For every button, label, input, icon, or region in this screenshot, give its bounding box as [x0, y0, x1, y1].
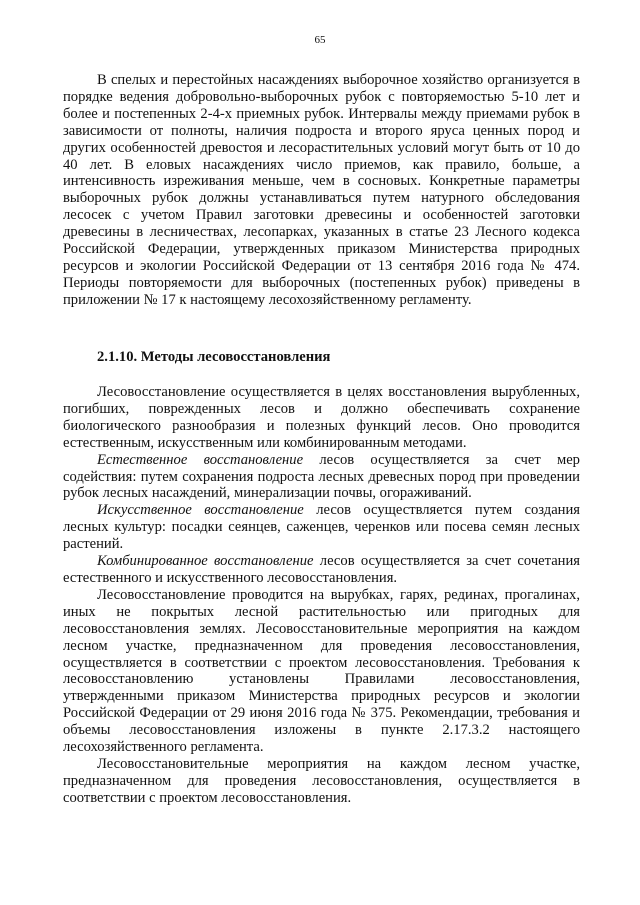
artificial-restoration-text: лесов осуществляется путем создания лесных культур: посадки сеянцев, саженцев, черенков или посева семян лесных растений. [63, 502, 581, 553]
natural-restoration-term: Естественное восстановление [97, 451, 304, 468]
natural-restoration-text: лесов осуществляется за счет мер содействия: путем сохранения подроста лесных древесных пород при проведении рубок лесных насаждений, минерализации почвы, огораживаний. [63, 451, 580, 502]
reforestation-section [63, 384, 580, 807]
artificial-restoration-term: Искусственное восстановление [97, 502, 304, 519]
combined-restoration-term: Комбинированное восстановление [97, 553, 314, 570]
natural-restoration-paragraph [63, 452, 580, 503]
combined-restoration-paragraph [63, 553, 580, 587]
artificial-restoration-paragraph [63, 502, 580, 553]
selective-logging-paragraph: В спелых и перестойных насаждениях выборочное хозяйство организуется в порядке ведения добровольно-выборочных рубок с повторяемостью 5-10 лет и более и постепенных 2-4-х приемных рубок. Интервалы между приемами рубок в зависимости от полноты, наличия подроста и второго яруса ценных пород и других особенностей древостоя и лесорастительных условий могут быть от 10 до 40 лет. В еловых насаждениях число приемов, как правило, больше, а интенсивность изреживания меньше, чем в сосновых. Конкретные параметры выборочных рубок должны устанавливаться путем натурного обследования лесосек с учетом Правил заготовки древесины и особенностей заготовки древесины в лесничествах, лесопарках, указанных в статье 23 Лесного кодекса Российской Федерации, утвержденных приказом Министерства природных ресурсов и экологии Российской Федерации от 13 сентября 2016 года № 474. Периоды повторяемости для выборочных (постепенных рубок) приведены в приложении № 17 к настоящему лесохозяйственному регламенту. [63, 72, 580, 308]
section-heading: 2.1.10. Методы лесовосстановления [97, 349, 331, 365]
selective-logging-section [63, 72, 580, 309]
page-number: 65 [314, 34, 326, 46]
reforestation-requirements-paragraph: Лесовосстановление проводится на вырубках, гарях, рединах, прогалинах, иных не покрытых лесной растительностью или пригодных для лесовосстановления землях. Лесовосстановительные мероприятия на каждом лесном участке, предназначенном для проведения лесовосстановления, осуществляется в соответствии с проектом лесовосстановления. Требования к лесовосстановлению установлены Правилами лесовосстановления, утвержденными приказом Министерства природных ресурсов и экологии Российской Федерации от 29 июня 2016 года № 375. Рекомендации, требования и объемы лесовосстановления изложены в пункте 2.17.3.2 настоящего лесохозяйственного регламента. [63, 586, 580, 756]
reforestation-intro-paragraph: Лесовосстановление осуществляется в целях восстановления вырубленных, погибших, поврежденных лесов и должно обеспечивать сохранение биологического разнообразия и полезных функций лесов. Оно проводится естественным, искусственным или комбинированным методами. [63, 384, 580, 451]
reforestation-measures-paragraph: Лесовосстановительные мероприятия на каждом лесном участке, предназначенном для проведения лесовосстановления, осуществляется в соответствии с проектом лесовосстановления. [63, 755, 580, 806]
combined-restoration-text: лесов осуществляется за счет сочетания естественного и искусственного лесовосстановления. [63, 553, 581, 586]
